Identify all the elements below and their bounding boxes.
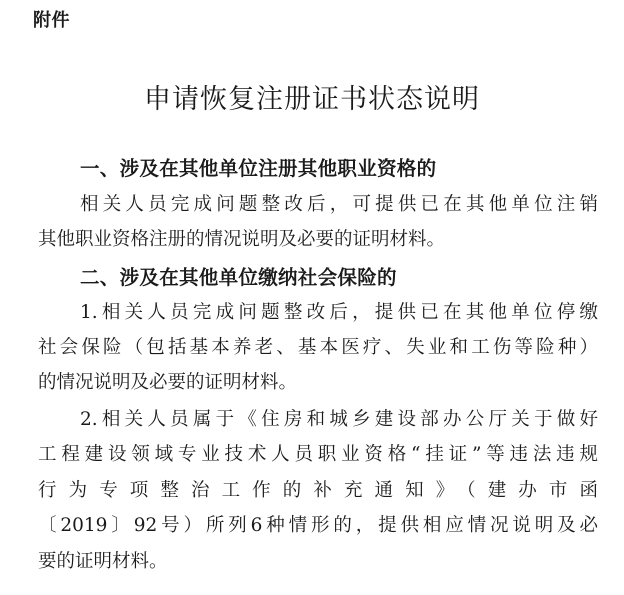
section-2-item-1-line-1: 1.相关人员完成问题整改后，提供已在其他单位停缴 — [80, 302, 598, 323]
section-2-heading: 二、涉及在其他单位缴纳社会保险的 — [80, 266, 397, 289]
section-2-item-2-line-3: 行为专项整治工作的补充通知》（建办市函 — [38, 480, 598, 501]
section-2-item-1-line-2: 社会保险（包括基本养老、基本医疗、失业和工伤等险种） — [38, 337, 598, 358]
section-1-line-1: 相关人员完成问题整改后，可提供已在其他单位注销 — [80, 194, 598, 215]
section-2-item-2-line-1: 2.相关人员属于《住房和城乡建设部办公厅关于做好 — [80, 409, 598, 430]
document-title: 申请恢复注册证书状态说明 — [144, 84, 480, 115]
section-2-item-1-line-3: 的情况说明及必要的证明材料。 — [38, 372, 298, 393]
attachment-label: 附件 — [33, 10, 70, 31]
section-2-item-2-line-4: 〔2019〕92号）所列6种情形的，提供相应情况说明及必 — [38, 515, 598, 536]
section-1-heading: 一、涉及在其他单位注册其他职业资格的 — [80, 157, 437, 180]
section-2-item-2-line-2: 工程建设领域专业技术人员职业资格“挂证”等违法违规 — [38, 444, 598, 465]
section-2-item-2-line-5: 要的证明材料。 — [38, 551, 168, 572]
section-1-line-2: 其他职业资格注册的情况说明及必要的证明材料。 — [38, 229, 446, 250]
